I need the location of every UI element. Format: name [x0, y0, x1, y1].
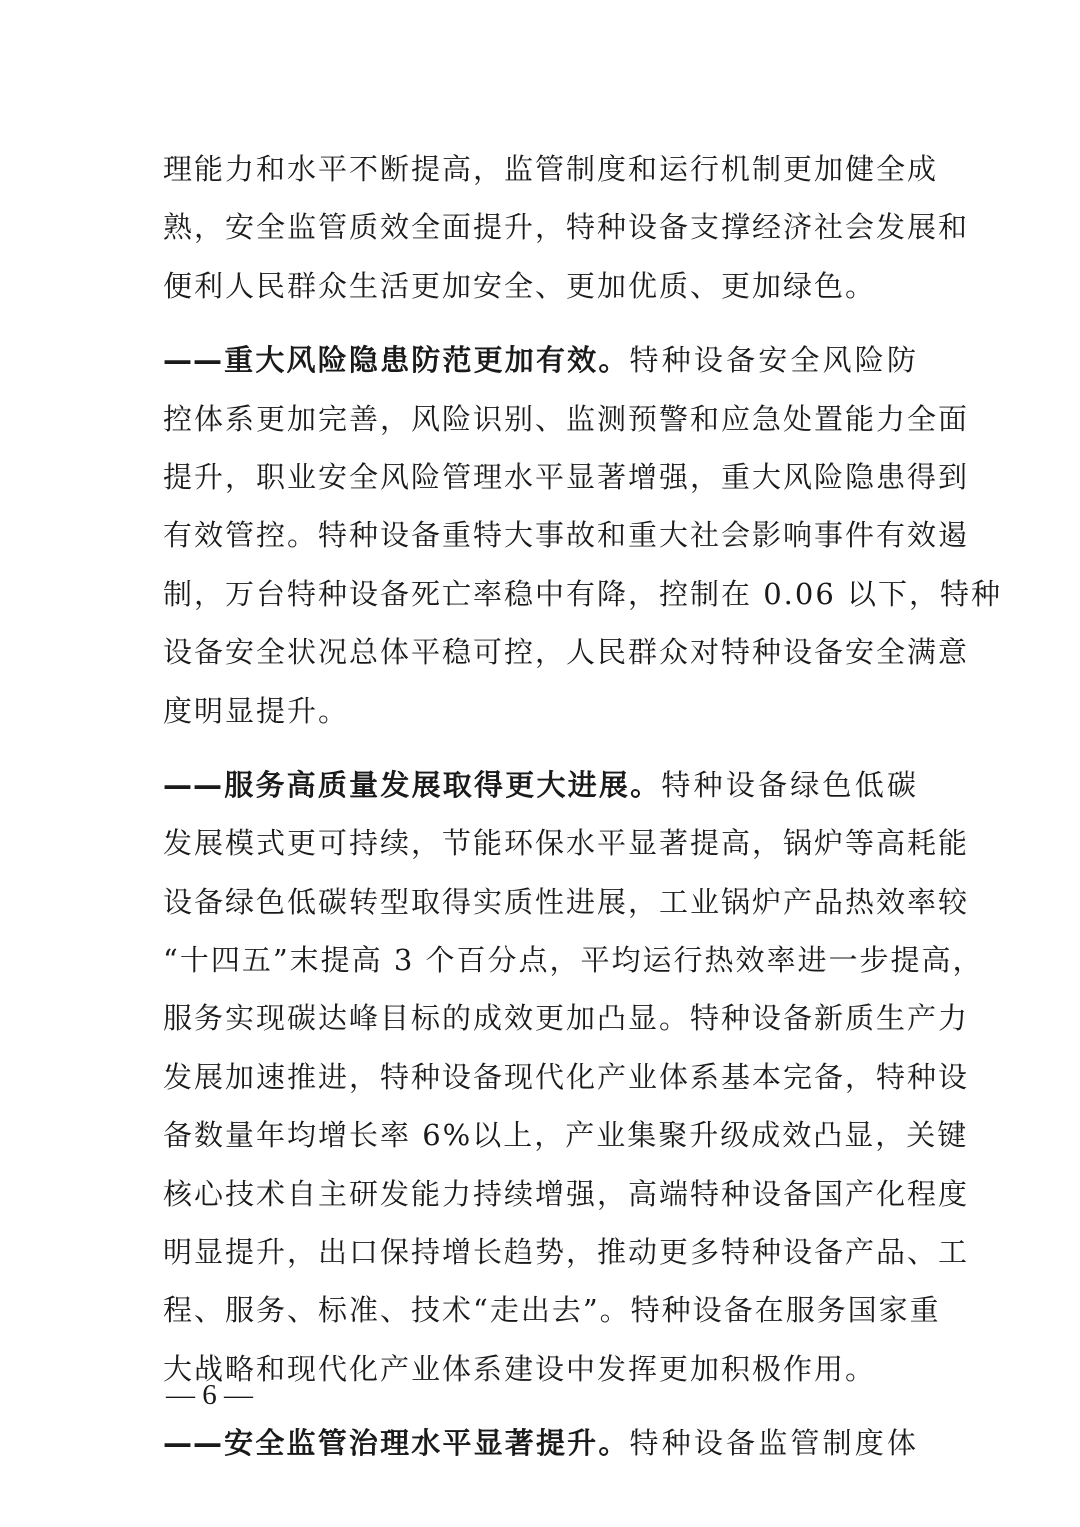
paragraph-line: 提升，职业安全风险管理水平显著增强，重大风险隐患得到: [163, 459, 970, 494]
paragraph-line: 备数量年均增长率 6%以上，产业集聚升级成效凸显，关键: [163, 1118, 969, 1153]
paragraph-line: 明显提升，出口保持增长趋势，推动更多特种设备产品、工: [163, 1235, 970, 1270]
paragraph-line: [163, 331, 918, 389]
paragraph-line-text: 特种设备监管制度体: [629, 1426, 918, 1461]
paragraph-line: [163, 756, 918, 814]
paragraph-line: 理能力和水平不断提高，监管制度和运行机制更加健全成: [163, 152, 939, 186]
paragraph-line: 设备安全状况总体平稳可控，人民群众对特种设备安全满意: [163, 635, 970, 670]
paragraph-line-text: 特种设备安全风险防: [629, 343, 918, 378]
paragraph-line: 发展加速推进，特种设备现代化产业体系基本完备，特种设: [163, 1059, 970, 1094]
paragraph-line: 发展模式更可持续，节能环保水平显著提高，锅炉等高耗能: [163, 826, 970, 861]
paragraph-lead-heading: ——安全监管治理水平显著提升。: [163, 1426, 630, 1461]
paragraph-line-text: 特种设备绿色低碳: [661, 767, 918, 802]
page-number: — 6 —: [166, 1379, 253, 1411]
paragraph-supervision-governance: [163, 1414, 918, 1472]
paragraph-line: 度明显提升。: [163, 693, 350, 728]
paragraph-line: 制，万台特种设备死亡率稳中有降，控制在 0.06 以下，特种: [163, 576, 1003, 611]
paragraph-line: 设备绿色低碳转型取得实质性进展，工业锅炉产品热效率较: [163, 884, 970, 919]
paragraph-line: “十四五”末提高 3 个百分点，平均运行热效率进一步提高，: [163, 943, 984, 978]
paragraph-lead-heading: ——重大风险隐患防范更加有效。: [163, 343, 630, 378]
paragraph-line: 核心技术自主研发能力持续增强，高端特种设备国产化程度: [163, 1176, 970, 1211]
paragraph-lead-heading: ——服务高质量发展取得更大进展。: [163, 767, 662, 802]
paragraph-line: 便利人民群众生活更加安全、更加优质、更加绿色。: [163, 268, 877, 303]
paragraph-line: [163, 1414, 918, 1472]
paragraph-high-quality-development: [163, 756, 984, 1398]
document-body: [163, 140, 1003, 1473]
paragraph-line: 控体系更加完善，风险识别、监测预警和应急处置能力全面: [163, 401, 970, 436]
paragraph-risk-prevention: [163, 331, 1003, 740]
paragraph-line: 程、服务、标准、技术“走出去”。特种设备在服务国家重: [163, 1293, 941, 1328]
paragraph-line: 服务实现碳达峰目标的成效更加凸显。特种设备新质生产力: [163, 1001, 970, 1036]
paragraph-line: 有效管控。特种设备重特大事故和重大社会影响事件有效遏: [163, 518, 970, 553]
paragraph-line: 大战略和现代化产业体系建设中发挥更加积极作用。: [163, 1351, 877, 1386]
paragraph-intro-continued: [163, 140, 970, 315]
paragraph-line: 熟，安全监管质效全面提升，特种设备支撑经济社会发展和: [163, 210, 970, 245]
